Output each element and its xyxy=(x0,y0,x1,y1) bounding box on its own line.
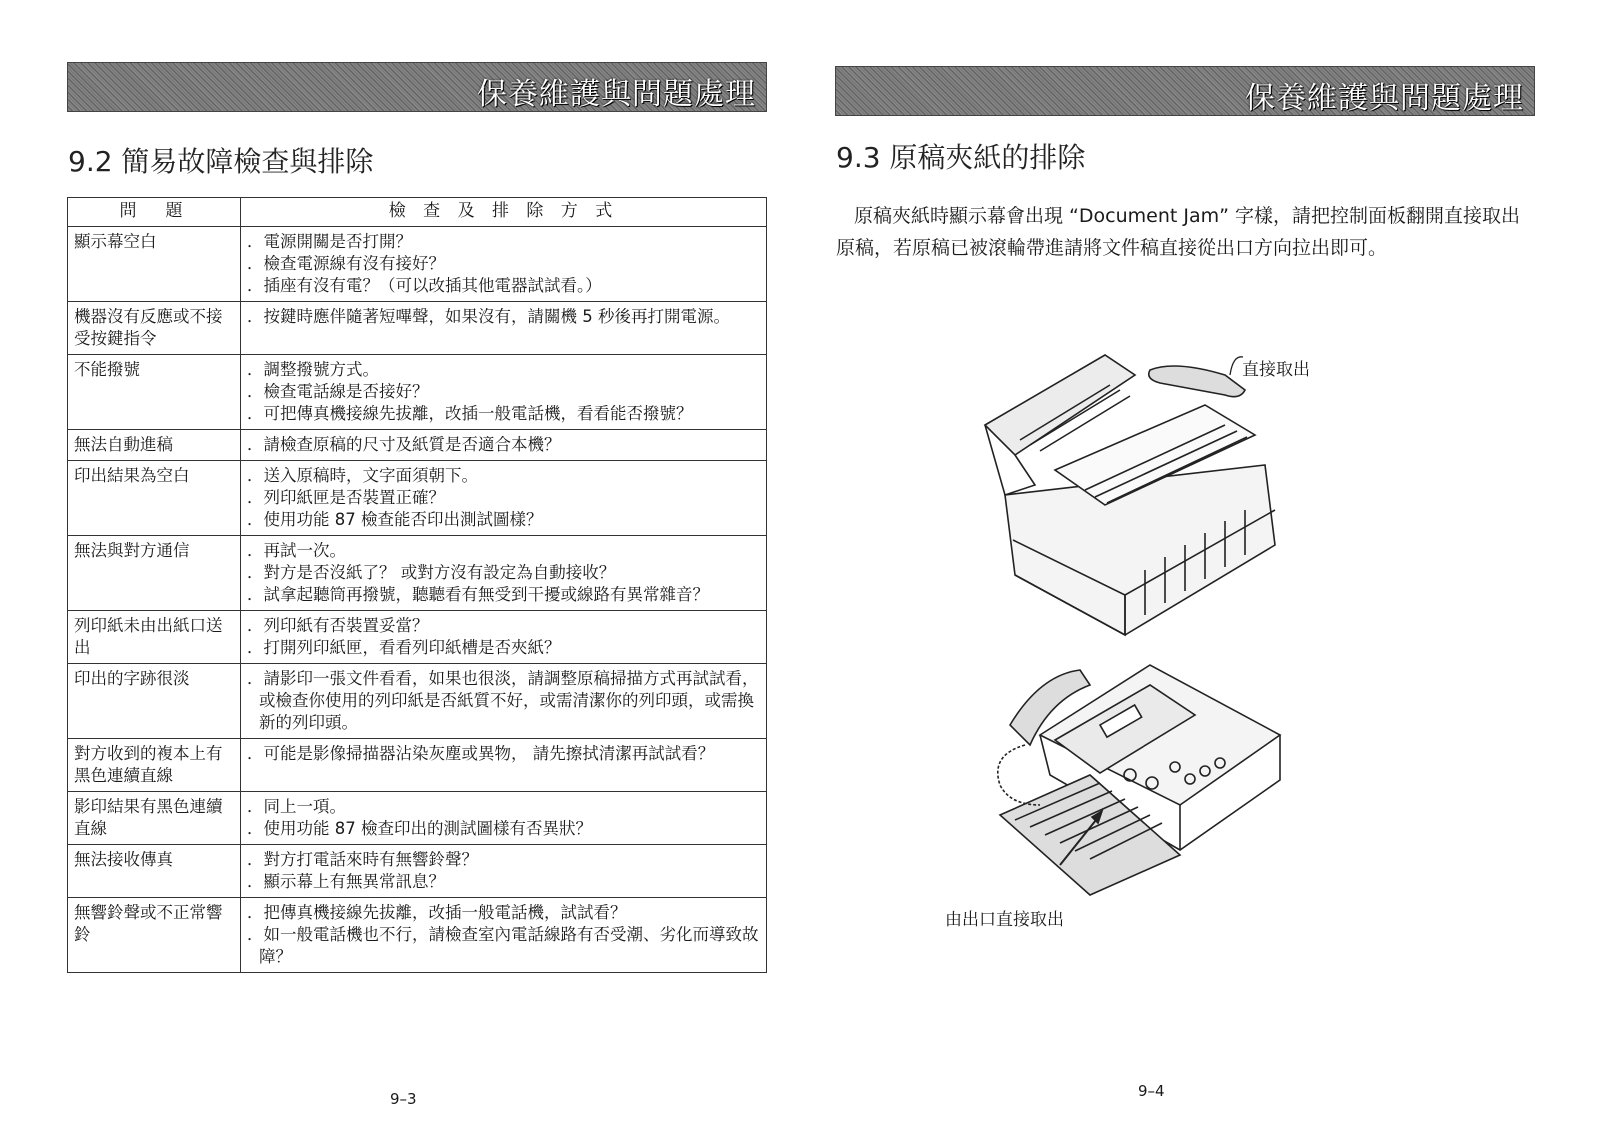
table-header-row xyxy=(68,198,767,227)
callout-remove-from-exit: 由出口直接取出 xyxy=(945,910,1064,930)
solution-line: ．請影印一張文件看看，如果也很淡，請調整原稿掃描方式再試試看，或檢查你使用的列印紙是否紙質不好，或需清潔你的列印頭，或需換新的列印頭。 xyxy=(247,669,759,732)
intro-paragraph: 原稿夾紙時顯示幕會出現 “Document Jam” 字樣，請把控制面板翻開直接取出原稿，若原稿已被滾輪帶進請將文件稿直接從出口方向拉出即可。 xyxy=(836,205,1520,259)
page-number: 9–3 xyxy=(390,1090,417,1108)
table-row xyxy=(68,664,767,739)
solution-line: ．按鍵時應伴隨著短嗶聲，如果沒有，請關機 5 秒後再打開電源。 xyxy=(247,307,730,326)
solution-cell xyxy=(241,461,767,536)
troubleshooting-table xyxy=(67,197,767,973)
fax-open-panel-illustration xyxy=(975,345,1295,645)
column-header-problem: 問 題 xyxy=(68,198,241,227)
solution-line: ．試拿起聽筒再撥號，聽聽看有無受到干擾或線路有異常雜音？ xyxy=(247,585,709,604)
solution-line: ．可把傳真機接線先拔離，改插一般電話機，看看能否撥號？ xyxy=(247,404,693,423)
problem-cell: 印出的字跡很淡 xyxy=(68,664,241,739)
solution-cell xyxy=(241,355,767,430)
solution-cell xyxy=(241,430,767,461)
solution-line: ．檢查電話線是否接好？ xyxy=(247,382,429,401)
solution-cell xyxy=(241,536,767,611)
problem-cell: 機器沒有反應或不接受按鍵指令 xyxy=(68,302,241,355)
problem-cell: 印出結果為空白 xyxy=(68,461,241,536)
table-row xyxy=(68,536,767,611)
table-row xyxy=(68,739,767,792)
table-row xyxy=(68,611,767,664)
solution-line: ．再試一次。 xyxy=(247,541,346,560)
solution-line: ．對方打電話來時有無響鈴聲？ xyxy=(247,850,478,869)
solution-cell xyxy=(241,739,767,792)
fax-exit-illustration xyxy=(980,655,1300,900)
solution-cell xyxy=(241,227,767,302)
table-row xyxy=(68,355,767,430)
callout-direct-remove: 直接取出 xyxy=(1242,360,1310,380)
header-title: 保養維護與問題處理 xyxy=(1245,81,1524,116)
table-row xyxy=(68,430,767,461)
header-bar xyxy=(67,62,767,112)
solution-line: ．如一般電話機也不行，請檢查室內電話線路有否受潮、劣化而導致故障？ xyxy=(247,925,759,966)
right-page xyxy=(800,0,1600,1129)
section-title: 9.3 原稿夾紙的排除 xyxy=(836,141,1086,174)
solution-line: ．列印紙有否裝置妥當？ xyxy=(247,616,429,635)
solution-line: ．插座有沒有電？（可以改插其他電器試試看。） xyxy=(247,276,602,295)
header-title: 保養維護與問題處理 xyxy=(477,77,756,112)
problem-cell: 無法與對方通信 xyxy=(68,536,241,611)
solution-cell xyxy=(241,664,767,739)
solution-cell xyxy=(241,792,767,845)
problem-cell: 無響鈴聲或不正常響鈴 xyxy=(68,898,241,973)
table-row xyxy=(68,461,767,536)
solution-line: ．列印紙匣是否裝置正確？ xyxy=(247,488,445,507)
solution-cell xyxy=(241,302,767,355)
problem-cell: 不能撥號 xyxy=(68,355,241,430)
solution-line: ．顯示幕上有無異常訊息？ xyxy=(247,872,445,891)
solution-cell xyxy=(241,611,767,664)
section-title: 9.2 簡易故障檢查與排除 xyxy=(68,145,374,178)
solution-line: ．把傳真機接線先拔離，改插一般電話機，試試看？ xyxy=(247,903,627,922)
solution-line: ．送入原稿時，文字面須朝下。 xyxy=(247,466,478,485)
solution-line: ．使用功能 87 檢查能否印出測試圖樣？ xyxy=(247,510,543,529)
solution-line: ．對方是否沒紙了？ 或對方沒有設定為自動接收？ xyxy=(247,563,616,582)
solution-line: ．使用功能 87 檢查印出的測試圖樣有否異狀？ xyxy=(247,819,592,838)
problem-cell: 影印結果有黑色連續直線 xyxy=(68,792,241,845)
solution-line: ．調整撥號方式。 xyxy=(247,360,379,379)
solution-line: ．檢查電源線有沒有接好？ xyxy=(247,254,445,273)
solution-line: ．打開列印紙匣，看看列印紙槽是否夾紙？ xyxy=(247,638,561,657)
problem-cell: 顯示幕空白 xyxy=(68,227,241,302)
table-body xyxy=(68,227,767,973)
page-number: 9–4 xyxy=(1138,1082,1165,1100)
problem-cell: 列印紙未由出紙口送出 xyxy=(68,611,241,664)
header-bar xyxy=(835,66,1535,116)
solution-line: ．請檢查原稿的尺寸及紙質是否適合本機？ xyxy=(247,435,561,454)
solution-line: ．電源開關是否打開？ xyxy=(247,232,412,251)
solution-line: ．同上一項。 xyxy=(247,797,346,816)
table-row xyxy=(68,792,767,845)
table-row xyxy=(68,898,767,973)
table-row xyxy=(68,227,767,302)
problem-cell: 無法自動進稿 xyxy=(68,430,241,461)
table-row xyxy=(68,845,767,898)
solution-cell xyxy=(241,898,767,973)
solution-cell xyxy=(241,845,767,898)
table-row xyxy=(68,302,767,355)
column-header-solution: 檢 查 及 排 除 方 式 xyxy=(241,198,767,227)
problem-cell: 無法接收傳真 xyxy=(68,845,241,898)
solution-line: ．可能是影像掃描器沾染灰塵或異物， 請先擦拭清潔再試試看？ xyxy=(247,744,715,763)
problem-cell: 對方收到的複本上有黑色連續直線 xyxy=(68,739,241,792)
